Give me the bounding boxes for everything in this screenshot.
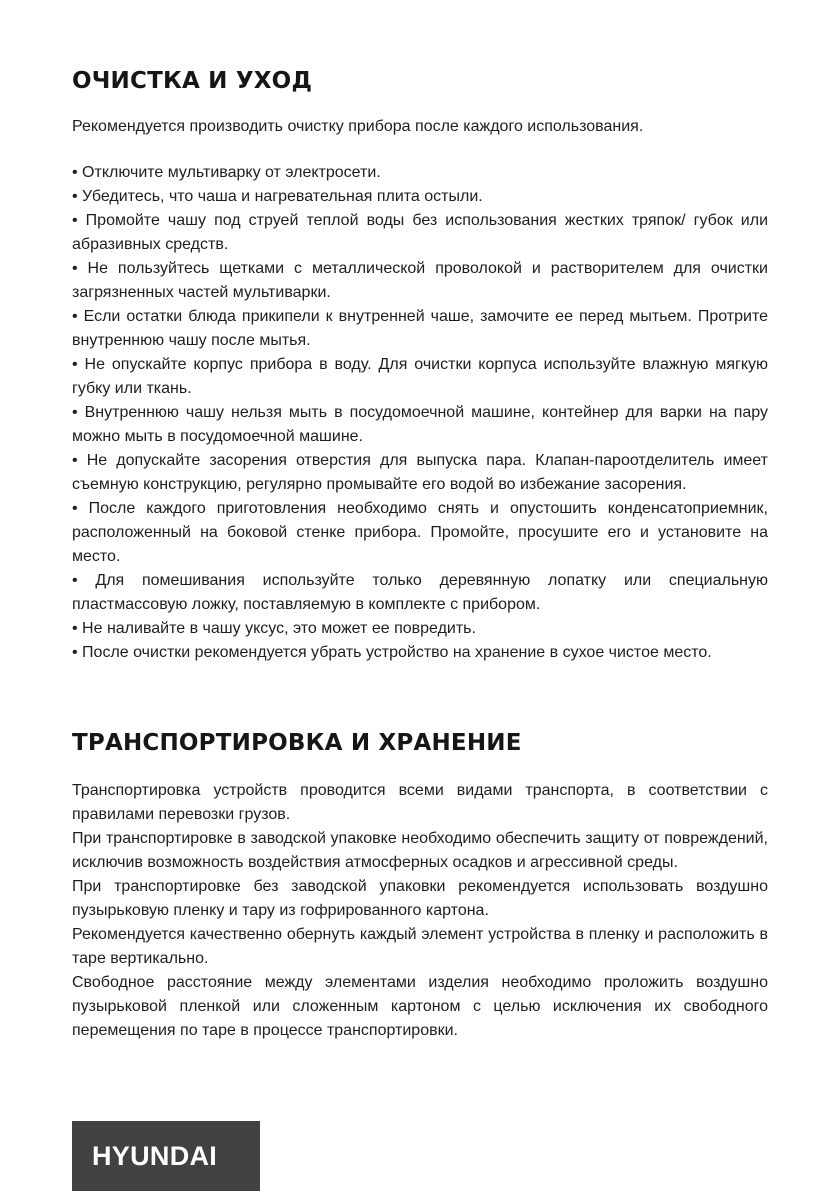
- list-item: • Не опускайте корпус прибора в воду. Для очистки корпуса используйте влажную мягкую губку или ткань.: [72, 356, 768, 397]
- paragraph: Свободное расстояние между элементами изделия необходимо проложить воздушно пузырьковой пленкой или сложенным картоном с целью исключения их свободного перемещения по таре в процессе транспортировки.: [72, 974, 768, 1039]
- list-item: • Для помешивания используйте только деревянную лопатку или специальную пластмассовую ложку, поставляемую в комплекте с прибором.: [72, 572, 768, 613]
- list-item: • Промойте чашу под струей теплой воды без использования жестких тряпок/ губок или абразивных средств.: [72, 212, 768, 253]
- paragraph: При транспортировке без заводской упаковки рекомендуется использовать воздушно пузырьковую пленку и тару из гофрированного картона.: [72, 878, 768, 919]
- brand-logo: [72, 1121, 260, 1191]
- list-item: • Если остатки блюда прикипели к внутренней чаше, замочите ее перед мытьем. Протрите внутреннюю чашу после мытья.: [72, 308, 768, 349]
- transport-text: [72, 779, 768, 1043]
- list-item: • Не наливайте в чашу уксус, это может ее повредить.: [72, 620, 476, 637]
- list-item: • После очистки рекомендуется убрать устройство на хранение в сухое чистое место.: [72, 644, 712, 661]
- cleaning-list: [72, 161, 768, 665]
- paragraph: При транспортировке в заводской упаковке необходимо обеспечить защиту от повреждений, исключив возможность воздействия атмосферных осадков и агрессивной среды.: [72, 830, 768, 871]
- paragraph: Транспортировка устройств проводится всеми видами транспорта, в соответствии с правилами перевозки грузов.: [72, 782, 768, 823]
- list-item: • Убедитесь, что чаша и нагревательная плита остыли.: [72, 188, 483, 205]
- list-item: • После каждого приготовления необходимо снять и опустошить конденсатоприемник, расположенный на боковой стенке прибора. Промойте, просушите его и установите на место.: [72, 500, 768, 565]
- list-item: • Не пользуйтесь щетками с металлической проволокой и растворителем для очистки загрязненных частей мультиварки.: [72, 260, 768, 301]
- brand-logo-text: HYUNDAI: [92, 1141, 218, 1171]
- list-item: • Внутреннюю чашу нельзя мыть в посудомоечной машине, контейнер для варки на пару можно мыть в посудомоечной машине.: [72, 404, 768, 445]
- list-item: • Не допускайте засорения отверстия для выпуска пара. Клапан-пароотделитель имеет съемную конструкцию, регулярно промывайте его водой во избежание засорения.: [72, 452, 768, 493]
- section-title-transport: ТРАНСПОРТИРОВКА И ХРАНЕНИЕ: [72, 730, 522, 756]
- list-item: • Отключите мультиварку от электросети.: [72, 164, 381, 181]
- cleaning-intro: Рекомендуется производить очистку прибора после каждого использования.: [72, 118, 644, 135]
- paragraph: Рекомендуется качественно обернуть каждый элемент устройства в пленку и расположить в таре вертикально.: [72, 926, 768, 967]
- section-title-cleaning: ОЧИСТКА И УХОД: [72, 68, 313, 94]
